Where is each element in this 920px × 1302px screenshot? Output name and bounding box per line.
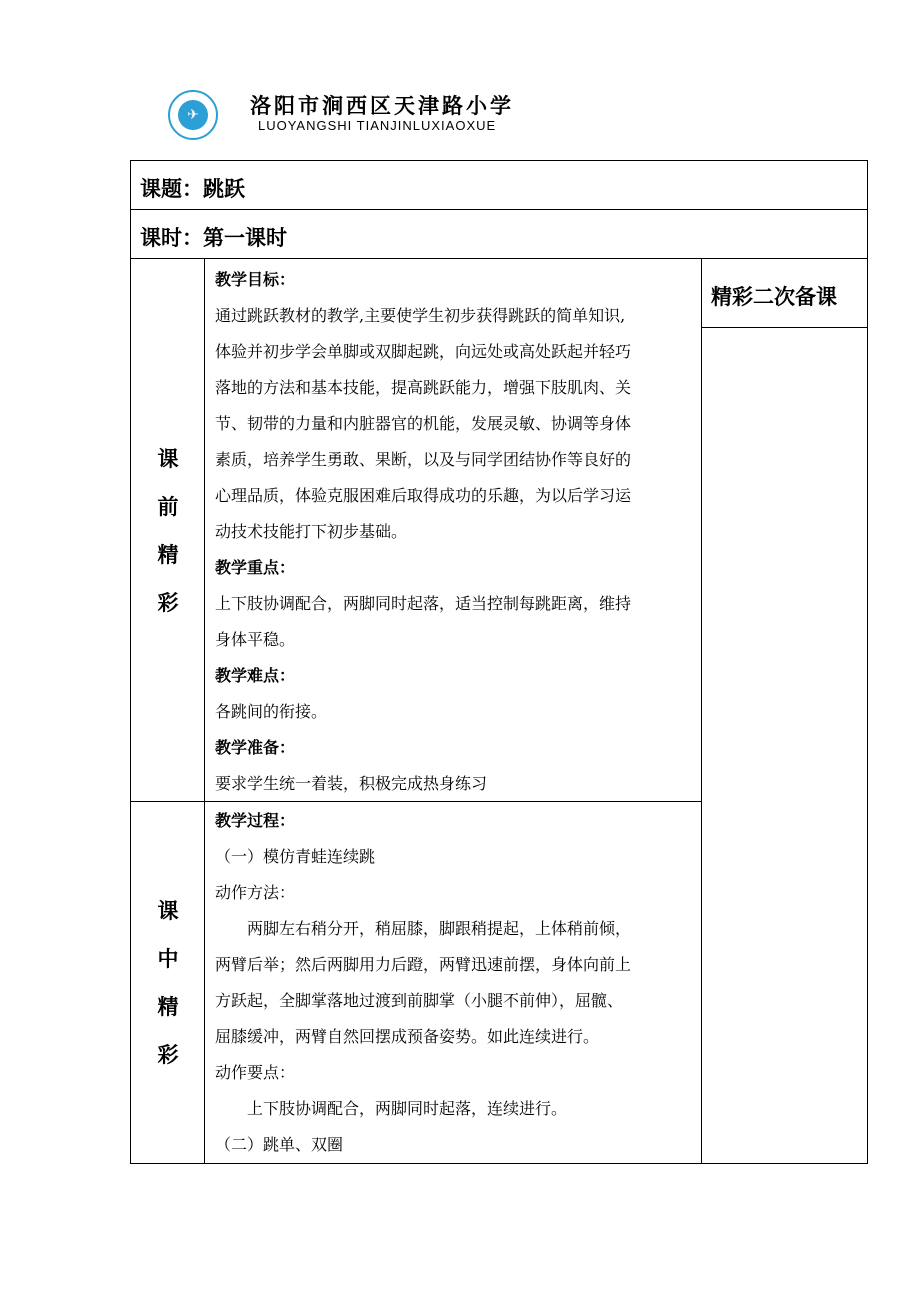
text-line: 动作方法： bbox=[215, 883, 296, 902]
text-line: 动作要点： bbox=[215, 1063, 296, 1082]
text-line: 素质，培养学生勇敢、果断，以及与同学团结协作等良好的 bbox=[215, 450, 632, 469]
text-line: 上下肢协调配合，两脚同时起落，连续进行。 bbox=[215, 1099, 568, 1118]
text-line: （二）跳单、双圈 bbox=[215, 1135, 344, 1154]
school-name-en: LUOYANGSHI TIANJINLUXIAOXUE bbox=[258, 118, 497, 133]
text-line: 要求学生统一着装，积极完成热身练习 bbox=[215, 774, 488, 793]
topic: 课题：跳跃 bbox=[140, 176, 245, 201]
text-line: 方跃起，全脚掌落地过渡到前脚掌（小腿不前伸），屈髋、 bbox=[215, 991, 624, 1010]
section-heading: 教学过程： bbox=[215, 811, 296, 830]
text-line: 身体平稳。 bbox=[215, 630, 296, 649]
text-line: 体验并初步学会单脚或双脚起跳，向远处或高处跃起并轻巧 bbox=[215, 342, 632, 361]
side-header: 精彩二次备课 bbox=[711, 284, 837, 309]
section2-label: 课 中 精 彩 bbox=[157, 898, 179, 1067]
divider bbox=[701, 327, 867, 328]
text-line: 各跳间的衔接。 bbox=[215, 702, 328, 721]
divider bbox=[131, 801, 702, 802]
divider bbox=[701, 258, 702, 1164]
school-name: 洛阳市涧西区天津路小学 bbox=[250, 94, 514, 118]
text-line: 上下肢协调配合，两脚同时起落，适当控制每跳距离，维持 bbox=[215, 594, 632, 613]
text-line: 落地的方法和基本技能，提高跳跃能力，增强下肢肌肉、关 bbox=[215, 378, 632, 397]
text-line: 两脚左右稍分开，稍屈膝，脚跟稍提起，上体稍前倾， bbox=[215, 919, 632, 938]
divider bbox=[131, 258, 867, 259]
section-heading: 教学目标： bbox=[215, 270, 296, 289]
divider bbox=[131, 209, 867, 210]
section-heading: 教学难点： bbox=[215, 666, 296, 685]
text-line: 两臂后举；然后两脚用力后蹬，两臂迅速前摆，身体向前上 bbox=[215, 955, 632, 974]
text-line: 心理品质，体验克服困难后取得成功的乐趣，为以后学习运 bbox=[215, 486, 632, 505]
text-line: 屈膝缓冲，两臂自然回摆成预备姿势。如此连续进行。 bbox=[215, 1027, 600, 1046]
school-logo-icon: ✈ bbox=[168, 90, 218, 140]
section-heading: 教学重点： bbox=[215, 558, 296, 577]
section-heading: 教学准备： bbox=[215, 738, 296, 757]
section1-label: 课 前 精 彩 bbox=[157, 446, 179, 615]
text-line: 节、韧带的力量和内脏器官的机能，发展灵敏、协调等身体 bbox=[215, 414, 632, 433]
lesson-plan-table bbox=[130, 160, 868, 1164]
text-line: 动技术技能打下初步基础。 bbox=[215, 522, 408, 541]
period: 课时：第一课时 bbox=[140, 225, 287, 250]
text-line: （一）模仿青蛙连续跳 bbox=[215, 847, 376, 866]
text-line: 通过跳跃教材的教学,主要使学生初步获得跳跃的简单知识, bbox=[215, 306, 626, 325]
